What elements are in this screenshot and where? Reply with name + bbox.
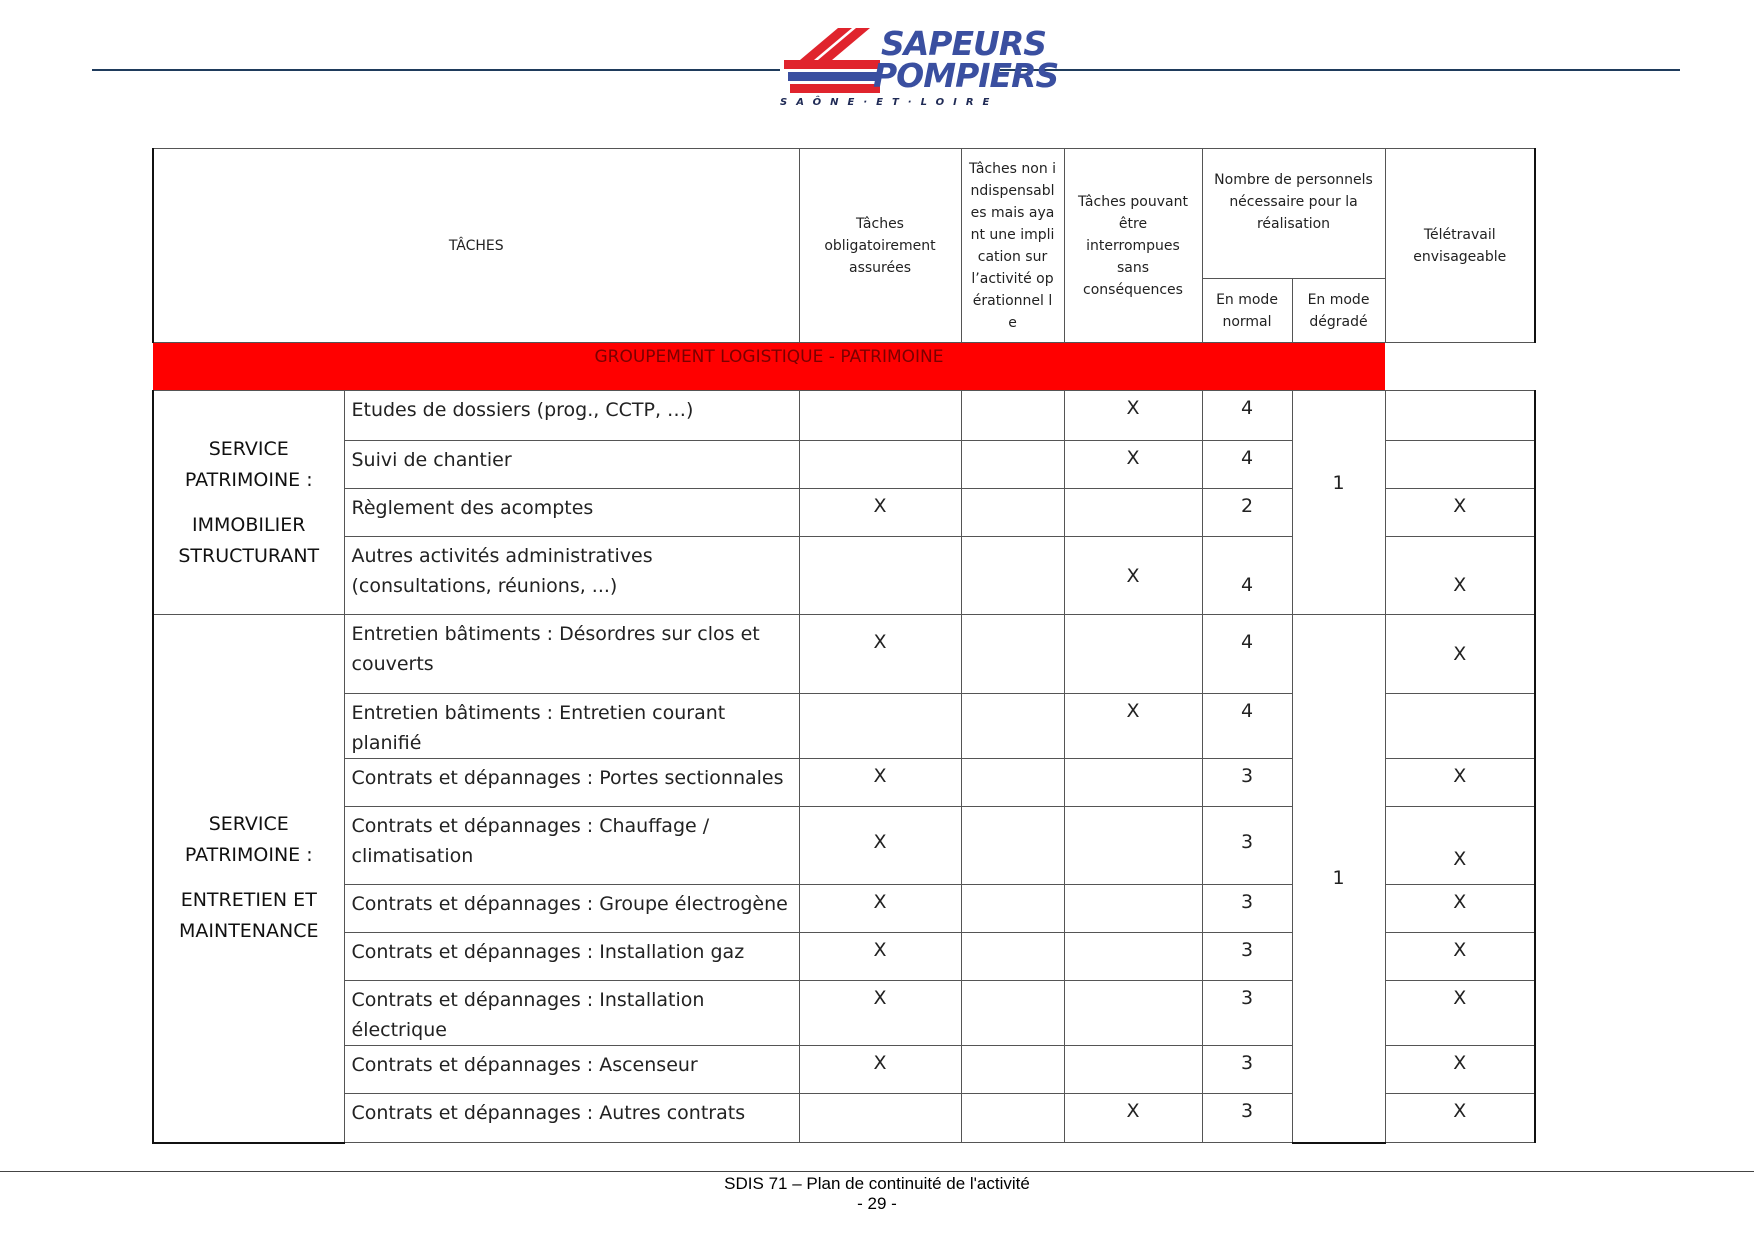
mark-interrompue: X [1064,694,1202,759]
count-normal: 2 [1202,489,1292,537]
task-cell: Entretien bâtiments : Désordres sur clos et couverts [344,615,799,694]
mark-teletravail [1385,441,1535,489]
mark-interrompue [1064,807,1202,885]
task-cell: Entretien bâtiments : Entretien courant planifié [344,694,799,759]
mark-teletravail [1385,391,1535,441]
mark-non-indispensable [961,694,1064,759]
mark-teletravail: X [1385,981,1535,1046]
logo-text-pompiers: POMPIERS [873,56,1059,95]
mark-non-indispensable [961,1046,1064,1094]
mark-non-indispensable [961,537,1064,615]
band-spacer [1385,343,1535,391]
mark-teletravail: X [1385,537,1535,615]
task-cell: Contrats et dépannages : Autres contrats [344,1094,799,1143]
mark-interrompue [1064,981,1202,1046]
count-normal: 3 [1202,981,1292,1046]
mark-obligatoire: X [799,807,961,885]
mark-obligatoire [799,537,961,615]
count-normal: 3 [1202,885,1292,933]
count-normal: 3 [1202,807,1292,885]
group-title-band: GROUPEMENT LOGISTIQUE - PATRIMOINE [153,343,1385,391]
service-label-line: SERVICE [208,437,289,460]
mark-interrompue: X [1064,441,1202,489]
mark-teletravail: X [1385,615,1535,694]
mark-interrompue: X [1064,391,1202,441]
mark-interrompue [1064,1046,1202,1094]
task-cell: Etudes de dossiers (prog., CCTP, …) [344,391,799,441]
mark-obligatoire: X [799,615,961,694]
mark-teletravail: X [1385,489,1535,537]
mark-non-indispensable [961,391,1064,441]
header-non-indispensables [961,149,1064,343]
service-label-line: STRUCTURANT [178,544,320,567]
task-cell: Contrats et dépannages : Ascenseur [344,1046,799,1094]
service-label-line: PATRIMOINE : [184,844,313,867]
count-normal: 3 [1202,759,1292,807]
header-personnels: Nombre de personnels nécessaire pour la réalisation [1202,149,1385,279]
service-label-line: IMMOBILIER [192,513,306,536]
count-degrade: 1 [1292,391,1385,615]
mark-interrompue [1064,885,1202,933]
count-normal: 3 [1202,933,1292,981]
count-degrade: 1 [1292,615,1385,1143]
header-rule-right [1000,69,1680,71]
count-normal: 4 [1202,694,1292,759]
task-cell: Contrats et dépannages : Portes sectionnales [344,759,799,807]
mark-obligatoire: X [799,1046,961,1094]
mark-teletravail: X [1385,933,1535,981]
mark-obligatoire [799,391,961,441]
service-label-line: SERVICE [208,813,289,836]
header-rule-left [92,69,780,71]
mark-non-indispensable [961,441,1064,489]
header-obligatoires: Tâches obligatoirement assurées [799,149,961,343]
mark-obligatoire: X [799,489,961,537]
task-cell: Contrats et dépannages : Chauffage / climatisation [344,807,799,885]
table-row [153,391,1535,441]
service-cell-entretien [153,615,344,1143]
mark-non-indispensable [961,933,1064,981]
footer-title: SDIS 71 – Plan de continuité de l'activité [724,1174,1030,1193]
logo-subtitle: SAÔNE·ET·LOIRE [780,97,999,108]
mark-obligatoire: X [799,885,961,933]
count-normal: 4 [1202,537,1292,615]
header-mode-normal: En mode normal [1202,279,1292,343]
mark-teletravail: X [1385,807,1535,885]
mark-non-indispensable [961,759,1064,807]
count-normal: 4 [1202,391,1292,441]
group-band-row [153,343,1535,391]
mark-obligatoire: X [799,759,961,807]
continuity-table [152,148,1536,1144]
header-mode-degrade: En mode dégradé [1292,279,1385,343]
mark-non-indispensable [961,807,1064,885]
count-normal: 3 [1202,1094,1292,1143]
task-cell: Suivi de chantier [344,441,799,489]
mark-obligatoire [799,1094,961,1143]
mark-non-indispensable [961,615,1064,694]
header-interrompues: Tâches pouvant être interrompues sans conséquences [1064,149,1202,343]
task-cell: Contrats et dépannages : Installation gaz [344,933,799,981]
task-cell: Autres activités administratives (consultations, réunions, ...) [344,537,799,615]
mark-non-indispensable [961,489,1064,537]
footer-rule [0,1171,1754,1172]
task-cell: Règlement des acomptes [344,489,799,537]
count-normal: 4 [1202,615,1292,694]
service-label-line: PATRIMOINE : [184,468,313,491]
logo-text-sapeurs: SAPEURS [881,24,1047,63]
mark-teletravail [1385,694,1535,759]
header-non-indispensables-text: Tâches non indispensabl es mais ayant une implication sur l’activité opérationnel le [968,160,1057,331]
mark-teletravail: X [1385,1094,1535,1143]
service-label-line: ENTRETIEN ET [180,889,317,912]
mark-non-indispensable [961,981,1064,1046]
mark-interrompue [1064,759,1202,807]
mark-interrompue: X [1064,537,1202,615]
mark-teletravail: X [1385,885,1535,933]
task-cell: Contrats et dépannages : Installation électrique [344,981,799,1046]
service-cell-immobilier [153,391,344,615]
mark-interrompue [1064,489,1202,537]
mark-teletravail: X [1385,759,1535,807]
mark-obligatoire [799,694,961,759]
header-teletravail: Télétravail envisageable [1385,149,1535,343]
mark-interrompue [1064,933,1202,981]
footer [0,1174,1754,1214]
mark-interrompue [1064,615,1202,694]
count-normal: 4 [1202,441,1292,489]
count-normal: 3 [1202,1046,1292,1094]
service-label-line: MAINTENANCE [178,920,319,943]
table-row [153,615,1535,694]
mark-teletravail: X [1385,1046,1535,1094]
mark-obligatoire: X [799,981,961,1046]
mark-interrompue: X [1064,1094,1202,1143]
mark-obligatoire: X [799,933,961,981]
logo-stripes [784,28,880,93]
page-number: - 29 - [857,1194,897,1213]
header-row [153,149,1535,279]
mark-obligatoire [799,441,961,489]
header-taches: TÂCHES [153,149,799,343]
task-cell: Contrats et dépannages : Groupe électrogène [344,885,799,933]
mark-non-indispensable [961,885,1064,933]
mark-non-indispensable [961,1094,1064,1143]
